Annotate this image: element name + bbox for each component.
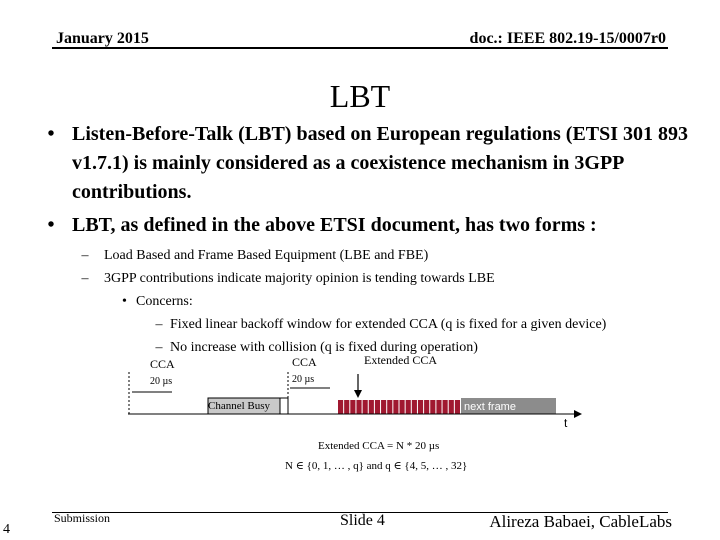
backoff-slot [356,400,361,414]
concern-marker: – [155,340,163,355]
backoff-slot [424,400,429,414]
bullet-item [30,120,700,207]
footer-author: Alireza Babaei, CableLabs [489,512,672,531]
backoff-range-formula: N ∈ {0, 1, … , q} and q ∈ {4, 5, … , 32} [285,460,468,472]
concern-marker: – [155,317,163,332]
concern-item [148,313,700,336]
backoff-slot [350,400,355,414]
backoff-slot [412,400,417,414]
backoff-slot [406,400,411,414]
backoff-slot [418,400,423,414]
concerns-item [122,290,700,313]
cca-left-label: CCA [150,357,175,371]
next-frame-label: next frame [464,401,516,413]
backoff-slot [375,400,380,414]
header-date: January 2015 [56,30,149,47]
sub-bullet-text: Load Based and Frame Based Equipment (LBE and FBE) [104,248,429,263]
sub-bullet-marker: – [81,248,89,263]
bullet-list [30,120,700,359]
timing-diagram-graphic [128,348,588,440]
backoff-slot [455,400,460,414]
backoff-slot [363,400,368,414]
header-divider [52,47,668,49]
header-doc-id: doc.: IEEE 802.19-15/0007r0 [469,30,666,47]
sub-bullet-list [30,244,700,359]
backoff-slot [369,400,374,414]
concerns-marker: • [122,294,127,309]
time-left-label: 20 µs [150,376,173,387]
time-axis-label: t [564,416,568,430]
bullet-text: LBT, as defined in the above ETSI document, has two forms : [72,214,597,236]
sub-bullet-text: 3GPP contributions indicate majority opinion is tending towards LBE [104,271,495,286]
concern-text: No increase with collision (q is fixed during operation) [170,340,478,355]
time-right-label: 20 µs [292,374,315,385]
concern-text: Fixed linear backoff window for extended CCA (q is fixed for a given device) [170,317,607,332]
footer-submission: Submission [54,511,111,525]
extended-cca-slots [338,400,460,414]
footer-slide-number: Slide 4 [340,512,385,529]
bullet-item [30,211,700,240]
extended-cca-arrowhead [354,390,362,398]
backoff-slot [400,400,405,414]
bullet-text: Listen-Before-Talk (LBT) based on European regulations (ETSI 301 893 v1.7.1) is mainly considered as a coexistence mechanism in 3GPP contributions. [72,123,689,203]
cca-right-label: CCA [292,355,317,369]
extended-cca-label: Extended CCA [364,353,437,367]
backoff-slot [387,400,392,414]
channel-busy-label: Channel Busy [208,400,271,412]
sub-bullet-marker: – [81,271,89,286]
extended-cca-formula: Extended CCA = N * 20 µs [318,440,440,452]
sub-bullet-item [66,267,700,290]
backoff-slot [449,400,454,414]
sub-bullet-item [66,244,700,267]
time-axis-arrow [574,410,582,418]
backoff-slot [381,400,386,414]
backoff-slot [436,400,441,414]
backoff-slot [443,400,448,414]
bullet-marker: • [47,123,55,145]
backoff-slot [338,400,343,414]
bullet-marker: • [47,214,55,236]
backoff-slot [393,400,398,414]
backoff-slot [430,400,435,414]
cca-gap [280,398,288,414]
concerns-text: Concerns: [136,294,193,309]
backoff-slot [344,400,349,414]
page-number: 4 [3,522,10,537]
slide-title: LBT [329,78,391,114]
